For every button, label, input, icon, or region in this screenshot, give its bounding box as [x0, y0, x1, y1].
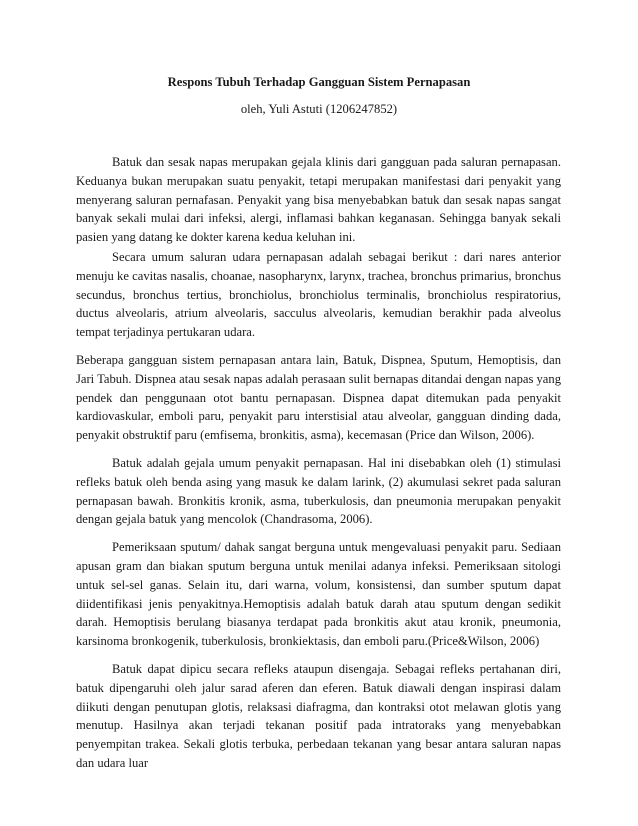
document-author: oleh, Yuli Astuti (1206247852)	[240, 102, 398, 116]
paragraph-airway: Secara umum saluran udara pernapasan adalah sebagai berikut : dari nares anterior menuju ke cavitas nasalis, choanae, nasopharynx, larynx, trachea, bronchus primarius, bronchus secundus, bronchus tertius, bronchiolus, bronchiolus terminalis, bronchiolus respiratorius, ductus alveolaris, atrium alveolaris, sacculus alveolaris, kemudian berakhir pada alveolus tempat terjadinya pertukaran udara.	[76, 249, 561, 340]
paragraph-intro: Batuk dan sesak napas merupakan gejala klinis dari gangguan pada saluran pernapasan. Keduanya bukan merupakan suatu penyakit, tetapi merupakan manifestasi dari penyakit yang menyerang saluran pernafasan. Penyakit yang bisa menyebabkan batuk dan sesak napas sangat banyak sekali mulai dari infeksi, alergi, inflamasi bahkan keganasan. Sehingga banyak sekali pasien yang datang ke dokter karena kedua keluhan ini.	[76, 155, 561, 245]
paragraph-sputum: Pemeriksaan sputum/ dahak sangat berguna untuk mengevaluasi penyakit paru. Sediaan apusan gram dan biakan sputum berguna untuk menilai adanya infeksi. Pemeriksaan sitologi untuk sel-sel ganas. Selain itu, dari warna, volum, konsistensi, dan sumber sputum dapat diidentifikasi jenis penyakitnya.Hemoptisis adalah batuk darah atau sputum dengan sedikit darah. Hemoptisis berulang biasanya terdapat pada bronkitis akut atau kronik, pneumonia, karsinoma bronkogenik, tuberkulosis, bronkiektasis, dan emboli paru.(Price&Wilson, 2006)	[76, 540, 561, 649]
paragraph-cough-reflex: Batuk dapat dipicu secara refleks ataupun disengaja. Sebagai refleks pertahanan diri, batuk dipengaruhi oleh jalur sarad aferen dan eferen. Batuk diawali dengan inspirasi dalam diikuti dengan penutupan glotis, relaksasi diafragma, dan kontraksi otot melawan glotis yang menutup. Hasilnya akan terjadi tekanan positif pada intratoraks yang menyebabkan penyempitan trakea. Sekali glotis terbuka, perbedaan tekanan yang besar antara saluran napas dan udara luar	[76, 661, 561, 770]
paragraph-disorders: Beberapa gangguan sistem pernapasan antara lain, Batuk, Dispnea, Sputum, Hemoptisis, dan Jari Tabuh. Dispnea atau sesak napas adalah perasaan sulit bernapas ditandai dengan napas yang pendek dan penggunaan otot bantu pernapasan. Dispnea dapat ditemukan pada penyakit kardiovaskular, emboli paru, penyakit paru interstisial atau alveolar, gangguan dinding dada, penyakit obstruktif paru (emfisema, bronkitis, asma), kecemasan (Price dan Wilson, 2006).	[76, 352, 561, 443]
document-title: Respons Tubuh Terhadap Gangguan Sistem Pernapasan	[167, 75, 471, 89]
document-body	[76, 153, 561, 773]
paragraph-cough: Batuk adalah gejala umum penyakit pernapasan. Hal ini disebabkan oleh (1) stimulasi refleks batuk oleh benda asing yang masuk ke dalam larink, (2) akumulasi sekret pada saluran pernapasan bawah. Bronkitis kronik, asma, tuberkulosis, dan pneumonia merupakan penyakit dengan gejala batuk yang mencolok (Chandrasoma, 2006).	[76, 455, 561, 527]
